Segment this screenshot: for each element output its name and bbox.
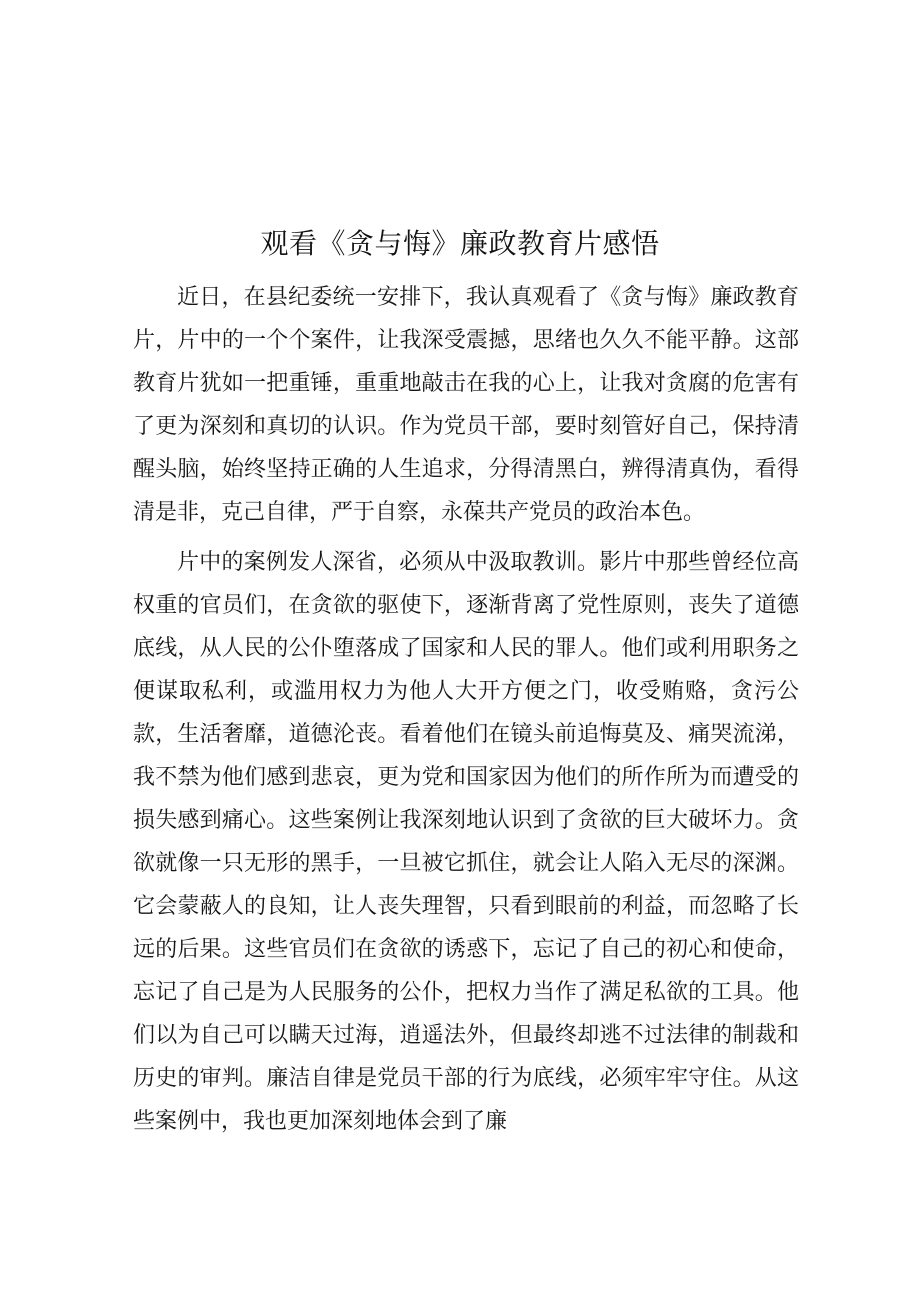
paragraph-2: 片中的案例发人深省，必须从中汲取教训。影片中那些曾经位高权重的官员们，在贪欲的驱使下，逐渐背离了党性原则，丧失了道德底线，从人民的公仆堕落成了国家和人民的罪人。他们或利用职务之便谋取私利，或滥用权力为他人大开方便之门，收受贿赂，贪污公款，生活奢靡，道德沦丧。看着他们在镜头前追悔莫及、痛哭流涕，我不禁为他们感到悲哀，更为党和国家因为他们的所作所为而遭受的损失感到痛心。这些案例让我深刻地认识到了贪欲的巨大破坏力。贪欲就像一只无形的黑手，一旦被它抓住，就会让人陷入无尽的深渊。它会蒙蔽人的良知，让人丧失理智，只看到眼前的利益，而忽略了长远的后果。这些官员们在贪欲的诱惑下，忘记了自己的初心和使命，忘记了自己是为人民服务的公仆，把权力当作了满足私欲的工具。他们以为自己可以瞒天过海，逍遥法外，但最终却逃不过法律的制裁和历史的审判。廉洁自律是党员干部的行为底线，必须牢牢守住。从这些案例中，我也更加深刻地体会到了廉 bbox=[133, 550, 799, 1134]
document-body bbox=[133, 276, 799, 1143]
paragraph-1: 近日，在县纪委统一安排下，我认真观看了《贪与悔》廉政教育片，片中的一个个案件，让我深受震撼，思绪也久久不能平静。这部教育片犹如一把重锤，重重地敲击在我的心上，让我对贪腐的危害有了更为深刻和真切的认识。作为党员干部，要时刻管好自己，保持清醒头脑，始终坚持正确的人生追求，分得清黑白，辨得清真伪，看得清是非，克己自律，严于自察，永葆共产党员的政治本色。 bbox=[133, 285, 799, 525]
document-title: 观看《贪与悔》廉政教育片感悟 bbox=[260, 227, 660, 260]
